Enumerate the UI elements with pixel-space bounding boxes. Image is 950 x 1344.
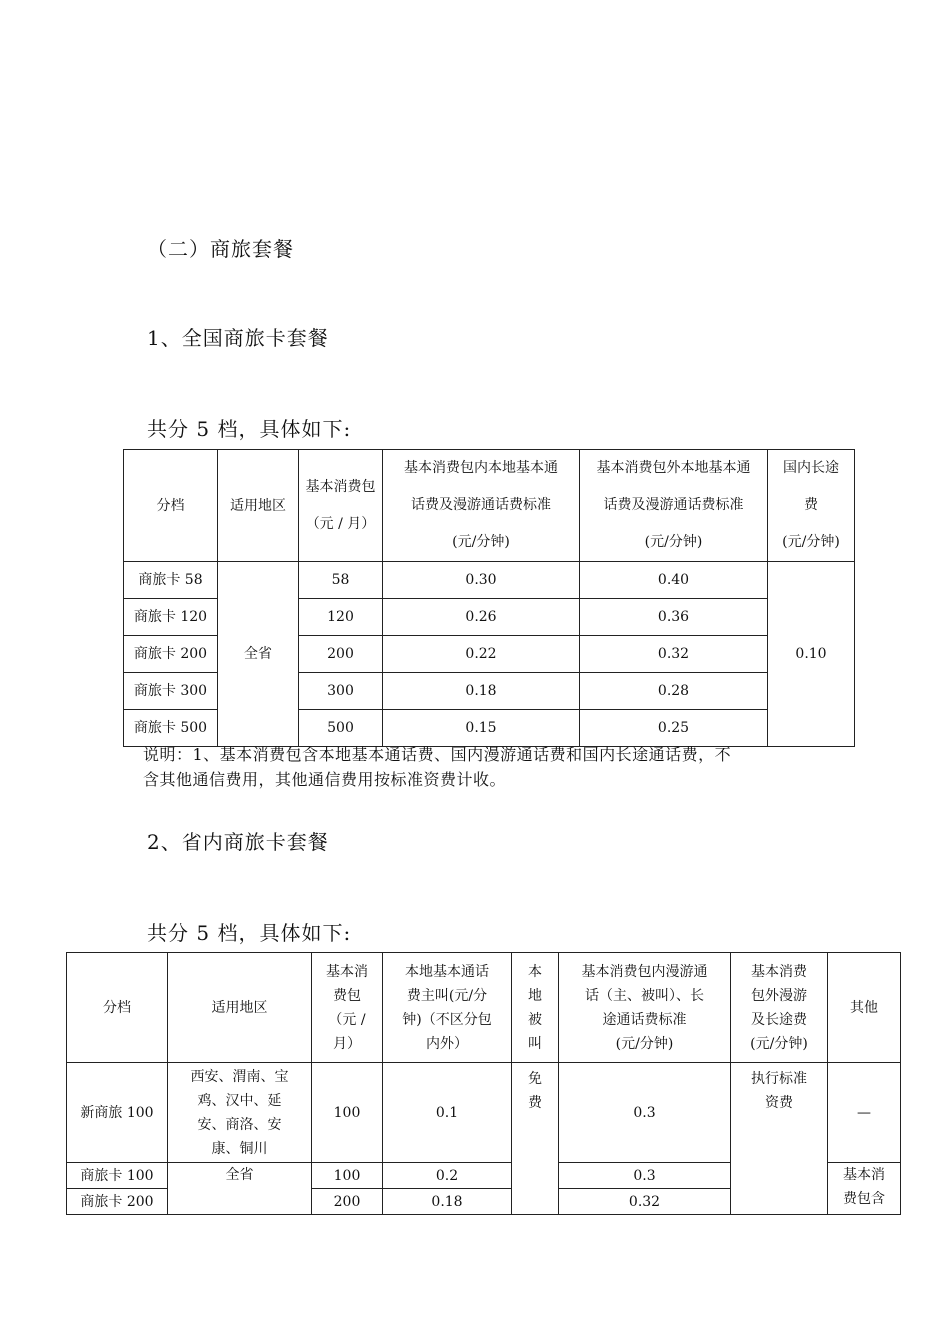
header-local-call: 本地基本通话 费主叫(元/分 钟)（不区分包 内外） (383, 953, 512, 1063)
package-cell: 200 (299, 636, 383, 673)
tier-cell: 商旅卡 100 (67, 1163, 168, 1189)
long-distance-cell: 0.10 (768, 562, 855, 747)
region-cell: 全省 (168, 1163, 312, 1215)
inside-cell: 0.32 (559, 1189, 731, 1215)
outside-cell: 执行标准 资费 (731, 1063, 828, 1215)
header-outside-rate: 基本消费 包外漫游 及长途费 (元/分钟) (731, 953, 828, 1063)
table-row (67, 1063, 901, 1163)
outside-cell: 0.25 (580, 710, 768, 747)
local-call-cell: 0.18 (383, 1189, 512, 1215)
package-cell: 200 (312, 1189, 383, 1215)
header-package: 基本消 费包 （元 / 月） (312, 953, 383, 1063)
header-outside-rate: 基本消费包外本地基本通 话费及漫游通话费标准 (元/分钟) (580, 450, 768, 562)
package-cell: 120 (299, 599, 383, 636)
other-cell: — (828, 1063, 901, 1163)
outside-cell: 0.36 (580, 599, 768, 636)
outside-cell: 0.40 (580, 562, 768, 599)
package-cell: 100 (312, 1163, 383, 1189)
header-region: 适用地区 (168, 953, 312, 1063)
other-cell: 基本消 费包含 (828, 1163, 901, 1215)
header-tier: 分档 (67, 953, 168, 1063)
outside-cell: 0.28 (580, 673, 768, 710)
part1-intro: 共分 5 档，具体如下: (147, 417, 352, 441)
region-cell: 西安、渭南、宝 鸡、汉中、延 安、商洛、安 康、铜川 (168, 1063, 312, 1163)
header-other: 其他 (828, 953, 901, 1063)
note-text: 说明：1、基本消费包含本地基本通话费、国内漫游通话费和国内长途通话费，不 含其他通信费用，其他通信费用按标准资费计收。 (143, 745, 732, 789)
inside-cell: 0.26 (383, 599, 580, 636)
tier-cell: 商旅卡 300 (124, 673, 218, 710)
header-long-distance: 国内长途 费 (元/分钟) (768, 450, 855, 562)
header-inside-rate: 基本消费包内漫游通 话（主、被叫）、长 途通话费标准 (元/分钟) (559, 953, 731, 1063)
package-cell: 100 (312, 1063, 383, 1163)
header-inside-rate: 基本消费包内本地基本通 话费及漫游通话费标准 (元/分钟) (383, 450, 580, 562)
package-cell: 500 (299, 710, 383, 747)
local-called-cell: 免 费 (512, 1063, 559, 1215)
header-package: 基本消费包 （元 / 月） (299, 450, 383, 562)
header-local-called: 本 地 被 叫 (512, 953, 559, 1063)
tier-cell: 商旅卡 120 (124, 599, 218, 636)
inside-cell: 0.3 (559, 1163, 731, 1189)
table-row (124, 562, 855, 599)
tier-cell: 商旅卡 200 (124, 636, 218, 673)
part1-title: 1、全国商旅卡套餐 (147, 326, 329, 350)
tier-cell: 商旅卡 200 (67, 1189, 168, 1215)
national-card-table (123, 449, 855, 747)
inside-cell: 0.15 (383, 710, 580, 747)
header-tier: 分档 (124, 450, 218, 562)
local-call-cell: 0.1 (383, 1063, 512, 1163)
inside-cell: 0.18 (383, 673, 580, 710)
package-cell: 300 (299, 673, 383, 710)
tier-cell: 商旅卡 500 (124, 710, 218, 747)
inside-cell: 0.30 (383, 562, 580, 599)
section-title: （二）商旅套餐 (147, 237, 294, 261)
header-region: 适用地区 (218, 450, 299, 562)
region-cell: 全省 (218, 562, 299, 747)
package-cell: 58 (299, 562, 383, 599)
provincial-card-table (66, 952, 901, 1215)
part2-title: 2、省内商旅卡套餐 (147, 830, 329, 854)
inside-cell: 0.3 (559, 1063, 731, 1163)
tier-cell: 商旅卡 58 (124, 562, 218, 599)
local-call-cell: 0.2 (383, 1163, 512, 1189)
part2-intro: 共分 5 档，具体如下: (147, 921, 352, 945)
outside-cell: 0.32 (580, 636, 768, 673)
inside-cell: 0.22 (383, 636, 580, 673)
tier-cell: 新商旅 100 (67, 1063, 168, 1163)
